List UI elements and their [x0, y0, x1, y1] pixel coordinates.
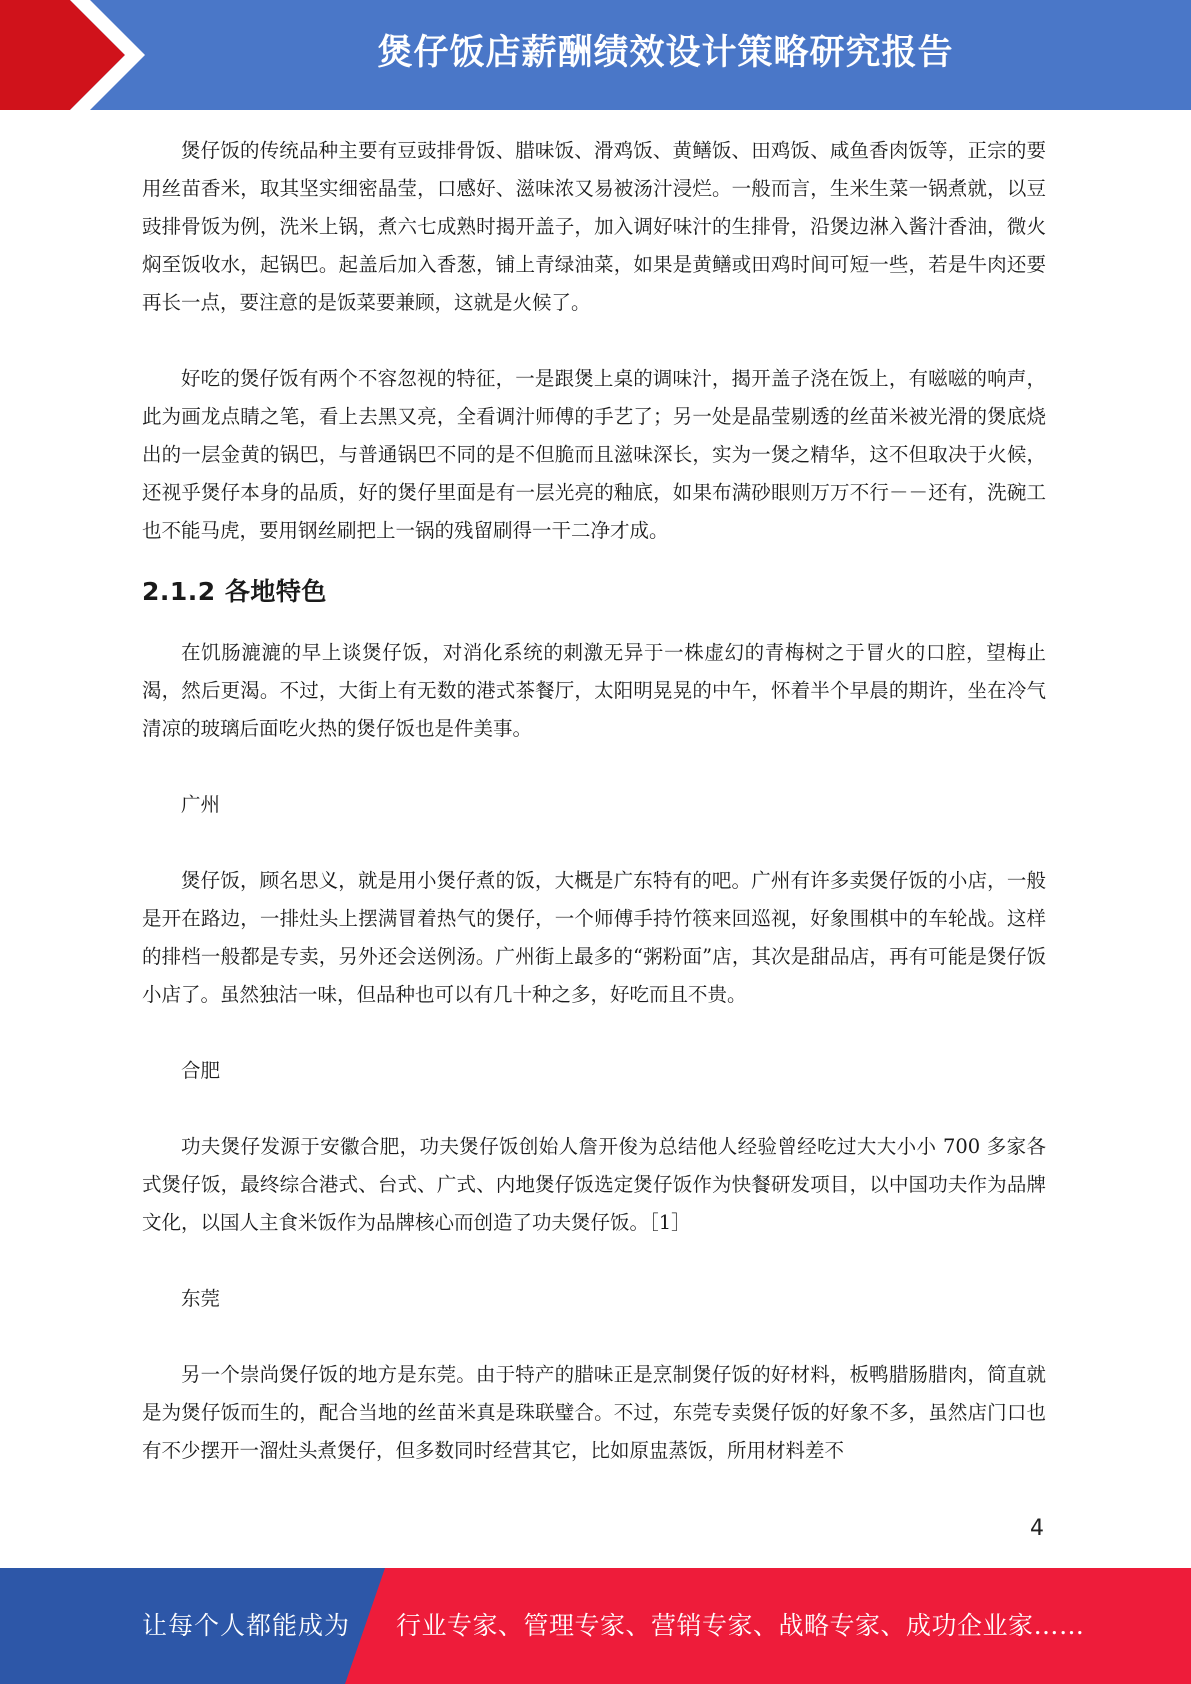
report-title: 煲仔饭店薪酬绩效设计策略研究报告 — [377, 33, 954, 73]
section-heading: 2.1.2 各地特色 — [142, 577, 327, 606]
page-footer — [0, 1568, 1191, 1684]
paragraph-intro: 在饥肠漉漉的早上谈煲仔饭，对消化系统的刺激无异于一株虚幻的青梅树之于冒火的口腔，望梅止渴，然后更渴。不过，大街上有无数的港式茶餐厅，太阳明晃晃的中午，怀着半个早晨的期许，坐在冷气清凉的玻璃后面吃火热的煲仔饭也是件美事。 — [142, 641, 1046, 740]
paragraph-dongguan: 另一个崇尚煲仔饭的地方是东莞。由于特产的腊味正是烹制煲仔饭的好材料，板鸭腊肠腊肉，简直就是为煲仔饭而生的，配合当地的丝苗米真是珠联璧合。不过，东莞专卖煲仔饭的好象不多，虽然店门口也有不少摆开一溜灶头煮煲仔，但多数同时经营其它，比如原盅蒸饭，所用材料差不 — [142, 1363, 1046, 1462]
header-arrow-decoration — [0, 0, 160, 110]
page-number: 4 — [1030, 1516, 1044, 1541]
paragraph-guangzhou: 煲仔饭，顾名思义，就是用小煲仔煮的饭，大概是广东特有的吧。广州有许多卖煲仔饭的小店，一般是开在路边，一排灶头上摆满冒着热气的煲仔，一个师傅手持竹筷来回巡视，好象围棋中的车轮战。这样的排档一般都是专卖，另外还会送例汤。广州街上最多的“粥粉面”店，其次是甜品店，再有可能是煲仔饭小店了。虽然独沽一味，但品种也可以有几十种之多，好吃而且不贵。 — [142, 869, 1046, 1006]
footer-slogan-left: 让每个人都能成为 — [142, 1611, 351, 1640]
paragraph-features: 好吃的煲仔饭有两个不容忽视的特征，一是跟煲上桌的调味汁，揭开盖子浇在饭上，有嗞嗞的响声，此为画龙点睛之笔，看上去黑又亮，全看调汁师傅的手艺了；另一处是晶莹剔透的丝苗米被光滑的煲底烧出的一层金黄的锅巴，与普通锅巴不同的是不但脆而且滋味深长，实为一煲之精华，这不但取决于火候，还视乎煲仔本身的品质，好的煲仔里面是有一层光亮的釉底，如果布满砂眼则万万不行－－还有，洗碗工也不能马虎，要用钢丝刷把上一锅的残留刷得一干二净才成。 — [142, 367, 1046, 542]
city-heading-hefei: 合肥 — [181, 1059, 221, 1082]
page-header — [0, 0, 1191, 110]
footer-slogan-right: 行业专家、管理专家、营销专家、战略专家、成功企业家…… — [396, 1611, 1085, 1640]
city-heading-guangzhou: 广州 — [181, 793, 221, 816]
document-body — [142, 132, 1046, 1470]
paragraph-varieties: 煲仔饭的传统品种主要有豆豉排骨饭、腊味饭、滑鸡饭、黄鳝饭、田鸡饭、咸鱼香肉饭等，正宗的要用丝苗香米，取其坚实细密晶莹，口感好、滋味浓又易被汤汁浸烂。一般而言，生米生菜一锅煮就，以豆豉排骨饭为例，洗米上锅，煮六七成熟时揭开盖子，加入调好味汁的生排骨，沿煲边淋入酱汁香油，微火焖至饭收水，起锅巴。起盖后加入香葱，铺上青绿油菜，如果是黄鳝或田鸡时间可短一些，若是牛肉还要再长一点，要注意的是饭菜要兼顾，这就是火候了。 — [142, 139, 1046, 314]
paragraph-hefei: 功夫煲仔发源于安徽合肥，功夫煲仔饭创始人詹开俊为总结他人经验曾经吃过大大小小 700 多家各式煲仔饭，最终综合港式、台式、广式、内地煲仔饭选定煲仔饭作为快餐研发项目，以中国功夫作为品牌文化，以国人主食米饭作为品牌核心而创造了功夫煲仔饭。［1］ — [142, 1135, 1046, 1234]
city-heading-dongguan: 东莞 — [181, 1287, 221, 1310]
